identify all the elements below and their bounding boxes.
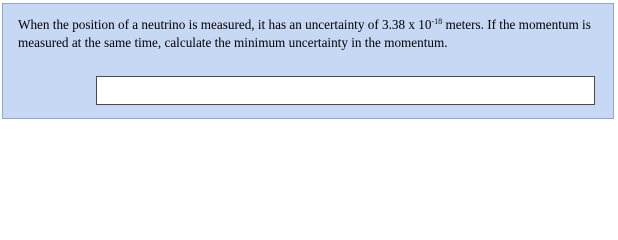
- question-text-after-exponent: meters. If the momentum is measured at the same time, calculate the minimum uncertainty in the momentum.: [18, 17, 591, 50]
- question-exponent: -18: [431, 17, 443, 26]
- question-text: [18, 16, 603, 51]
- answer-input[interactable]: [96, 76, 595, 105]
- question-text-before-exponent: When the position of a neutrino is measured, it has an uncertainty of 3.38 x 10: [18, 17, 432, 32]
- question-panel: [2, 3, 614, 119]
